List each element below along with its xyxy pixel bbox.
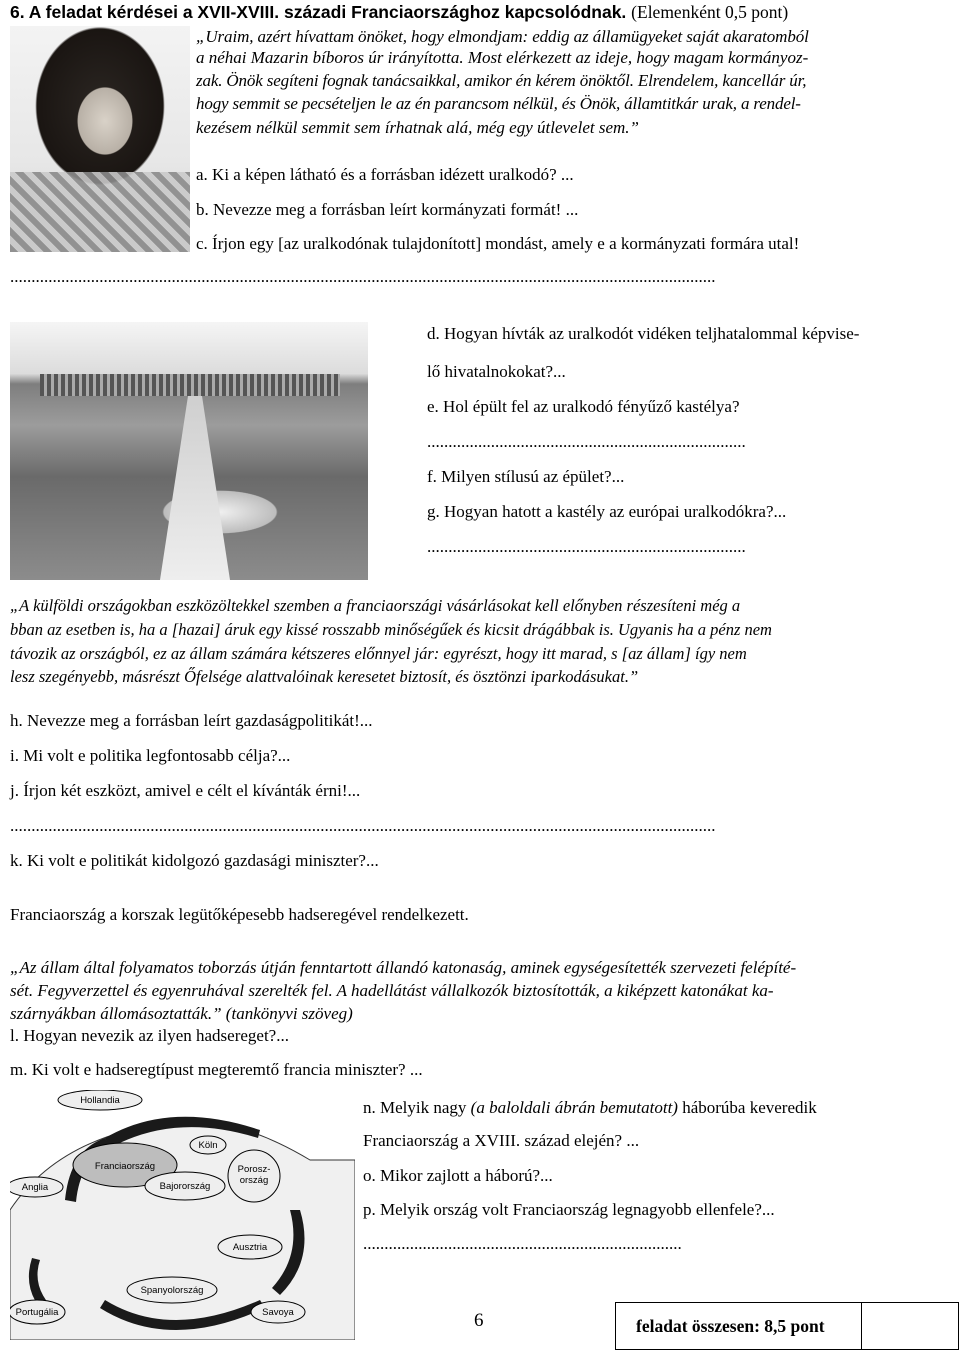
question-e: e. Hol épült fel az uralkodó fényűző kastélya? [427,397,740,416]
source3-line-1: „Az állam által folyamatos toborzás útján fenntartott állandó katonaság, aminek egységesítették szervezeti felépíté- [10,958,797,977]
answer-line-p[interactable]: ........................................................................... [363,1234,682,1253]
page-number: 6 [474,1310,484,1331]
map-label-savoya: Savoya [262,1307,294,1318]
question-n-part-1: n. Melyik nagy [363,1098,467,1117]
army-statement: Franciaország a korszak legütőképesebb hadseregével rendelkezett. [10,905,469,924]
answer-line-e[interactable]: ........................................................................... [427,432,746,451]
source1-line-5: kezésem nélkül semmit sem írhatnak alá, még egy útlevelet sem.” [196,118,639,137]
source2-line-3: távozik az országból, ez az állam számára kétszeres előnnyel jár: egyrészt, hogy itt marad, s [az állam] így nem [10,644,747,663]
task-points-note: (Elemenként 0,5 pont) [631,2,789,22]
question-l: l. Hogyan nevezik az ilyen hadsereget?... [10,1026,289,1045]
source3-line-2: sét. Fegyverzettel és egyenruhával szerelték fel. A hadellátást vállalkozók biztosították, a kiképzett katonákat ka- [10,981,774,1000]
question-o: o. Mikor zajlott a háború?... [363,1166,553,1185]
map-label-poroszorszag-1: Porosz- [237,1164,271,1175]
question-c: c. Írjon egy [az uralkodónak tulajdonított] mondást, amely e a kormányzati formára utal! [196,234,800,253]
question-a: a. Ki a képen látható és a forrásban idézett uralkodó? ... [196,165,574,184]
question-i: i. Mi volt e politika legfontosabb célja?... [10,746,291,765]
question-n-line-1 [363,1098,948,1118]
question-n-part-2: (a baloldali ábrán bemutatott) [470,1098,678,1117]
map-label-poroszorszag-2: ország [239,1175,269,1186]
answer-line-c[interactable]: ...................................................................................................................................................................... [10,267,716,286]
score-box-label: feladat összesen: 8,5 pont [636,1316,825,1336]
task-title-text: 6. A feladat kérdései a XVII-XVIII. századi Franciaországhoz kapcsolódnak. [10,2,627,22]
source2-line-4: lesz szegényebb, másrészt Őfelsége alattvalóinak keresetet biztosít, és ösztönzi iparkodásukat.” [10,667,639,686]
question-m: m. Ki volt e hadseregtípust megteremtő francia miniszter? ... [10,1060,423,1079]
map-label-hollandia: Hollandia [80,1095,120,1106]
map-label-franciaorszag: Franciaország [94,1161,156,1172]
answer-line-g[interactable]: ........................................................................... [427,537,746,556]
score-box [615,1302,959,1350]
question-n-line-2: Franciaország a XVIII. század elején? ... [363,1131,640,1150]
source1-line-2: a néhai Mazarin bíboros úr irányította. Most elérkezett az ideje, hogy magam kormányoz- [196,48,809,67]
versailles-image [10,322,368,580]
question-j: j. Írjon két eszközt, amivel e célt el kívánták érni!... [10,781,361,800]
source1-line-1: „Uraim, azért hívattam önöket, hogy elmondjam: eddig az államügyeket saját akaratomból [196,27,809,46]
score-field[interactable] [862,1303,958,1349]
source1-line-3: zak. Önök segíteni fognak tanácsaikkal, amikor én kérem önöktől. Elrendelem, kancellár úr, [196,71,807,90]
question-p: p. Melyik ország volt Franciaország legnagyobb ellenfele?... [363,1200,775,1219]
question-d-line-1: d. Hogyan hívták az uralkodót vidéken teljhatalommal képvise- [427,324,860,343]
task-title [10,2,788,23]
question-k: k. Ki volt e politikát kidolgozó gazdasági miniszter?... [10,851,379,870]
map-label-portugalia: Portugália [15,1307,59,1318]
question-b: b. Nevezze meg a forrásban leírt kormányzati formát! ... [196,200,579,219]
map-label-bajororszag: Bajorország [159,1181,211,1192]
answer-line-j[interactable]: ...................................................................................................................................................................... [10,816,716,835]
question-h: h. Nevezze meg a forrásban leírt gazdaságpolitikát!... [10,711,373,730]
map-label-ausztria: Ausztria [232,1242,268,1253]
source3-line-3: szárnyákban állomásoztatták.” (tankönyvi szöveg) [10,1004,353,1023]
question-f: f. Milyen stílusú az épület?... [427,467,625,486]
map-label-spanyolorszag: Spanyolország [140,1285,204,1296]
map-label-anglia: Anglia [21,1182,49,1193]
question-g: g. Hogyan hatott a kastély az európai uralkodókra?... [427,502,787,521]
question-n-part-3: háborúba keveredik [682,1098,817,1117]
source2-line-1: „A külföldi országokban eszközöltekkel szemben a franciaországi vásárlásokat kell előnyben részesíteni még a [10,596,741,615]
war-alliance-map [10,1090,355,1340]
portrait-image [10,26,190,252]
source1-line-4: hogy semmit se pecsételjen le az én parancsom nélkül, és Önök, államtitkár urak, a rendel- [196,94,801,113]
question-d-line-2: lő hivatalnokokat?... [427,362,566,381]
map-label-koln: Köln [198,1140,218,1151]
source2-line-2: bban az esetben is, ha a [hazai] áruk egy kissé rosszabb minőségűek és kicsit drágábbak is. Ugyanis ha a pénz nem [10,620,772,639]
